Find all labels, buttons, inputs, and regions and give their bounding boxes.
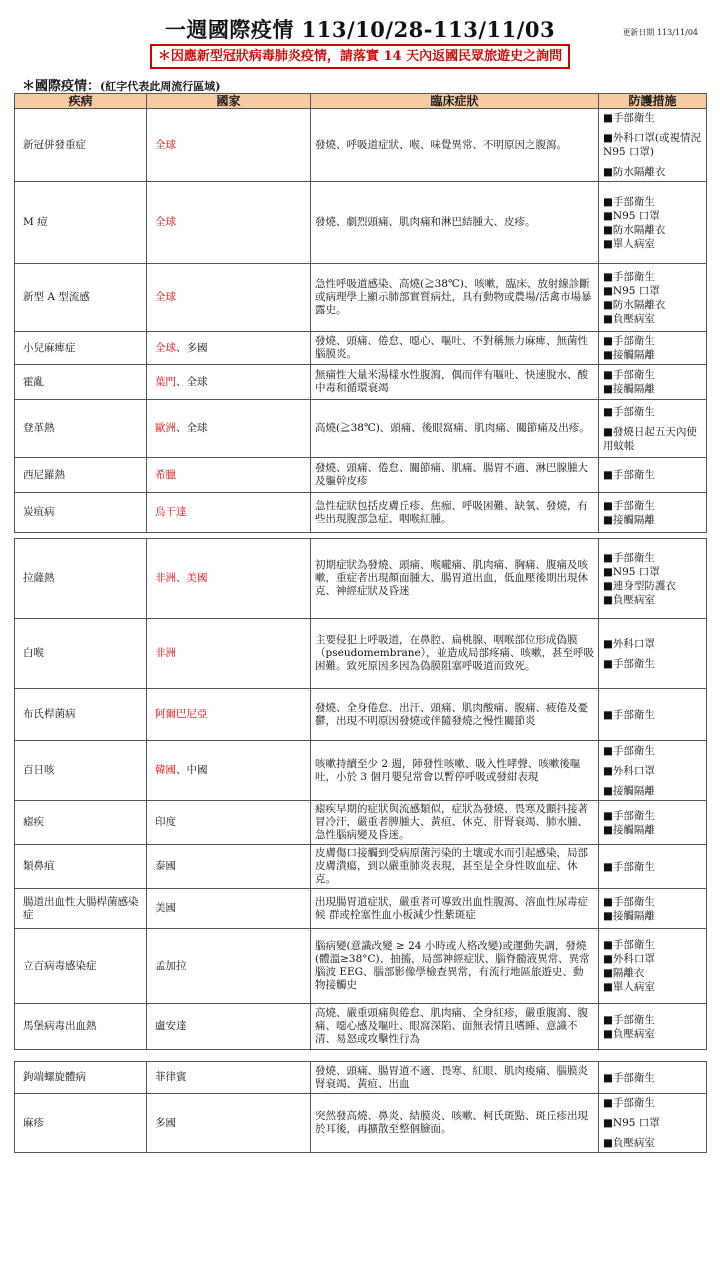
table-row [15, 264, 707, 332]
country-text: 、全球 [176, 422, 208, 434]
symptoms-cell: 咳嗽持續至少 2 週，陣發性咳嗽、吸入性哮聲、咳嗽後嘔吐，小於 3 個月嬰兒常會以暫停呼吸或發紺表現 [311, 741, 599, 801]
protection-item: ■手部衛生 [603, 744, 655, 757]
disease-cell: 鉤端螺旋體病 [15, 1062, 147, 1094]
country-cell [147, 539, 311, 619]
symptoms-cell: 瘧疾早期的症狀與流感類似，症狀為發燒、畏寒及顫抖接著冒冷汗，嚴重者脾腫大、黃疸、休克、肝腎衰竭、肺水腫、急性腦病變及昏迷。 [311, 801, 599, 845]
symptoms-cell: 發燒、劇烈頭痛、肌肉痛和淋巴結腫大、皮疹。 [311, 182, 599, 264]
protection-cell [599, 1094, 707, 1153]
country-cell [147, 741, 311, 801]
protection-item: ■負壓病室 [603, 1137, 655, 1149]
protection-cell [599, 332, 707, 365]
protection-cell [599, 539, 707, 619]
country-text: 阿爾巴尼亞 [155, 708, 208, 720]
protection-cell [599, 619, 707, 689]
protection-item: ■隔離衣 [603, 967, 645, 979]
symptoms-cell: 腦病變(意識改變 ≥ 24 小時或人格改變)或運動失調，發燒(體溫≥38°C)、抽搐，局部神經症狀、腦脊髓液異常、異常腦波 EEG、腦部影像學檢查異常，有流行地區旅遊史、動物接觸史 [311, 929, 599, 1004]
country-text: 全球 [155, 216, 176, 228]
protection-item: ■手部衛生 [603, 195, 655, 208]
country-cell [147, 458, 311, 493]
notice-container [0, 44, 720, 69]
col-header-symptoms: 臨床症狀 [311, 94, 599, 109]
protection-item: ■手部衛生 [603, 895, 655, 908]
protection-cell [599, 365, 707, 400]
protection-item: ■外科口罩 [603, 764, 655, 777]
protection-item: ■N95 口罩 [603, 1117, 660, 1129]
disease-cell: 麻疹 [15, 1094, 147, 1153]
disease-cell: 腸道出血性大腸桿菌感染症 [15, 889, 147, 929]
table-row [15, 619, 707, 689]
table-row [15, 400, 707, 458]
protection-cell [599, 889, 707, 929]
protection-item: ■手部衛生 [603, 405, 655, 418]
notice-banner: ＊因應新型冠狀病毒肺炎疫情，請落實 14 天內返國民眾旅遊史之詢問 [150, 44, 570, 69]
symptoms-cell: 高燒(≧38℃)、頭痛、後眼窩痛、肌肉痛、關節痛及出疹。 [311, 400, 599, 458]
table-row [15, 741, 707, 801]
protection-item: ■接觸隔離 [603, 383, 655, 395]
disease-cell: 馬堡病毒出血熱 [15, 1004, 147, 1050]
disease-cell: 霍亂 [15, 365, 147, 400]
symptoms-cell: 主要侵犯上呼吸道，在鼻腔、扁桃腺、咽喉部位形成偽膜（pseudomembrane），並造成局部疼痛、咳嗽，甚至呼吸困難。致死原因多因為偽膜阻塞呼吸道而致死。 [311, 619, 599, 689]
protection-item: ■防水隔離衣 [603, 298, 666, 311]
table-row [15, 109, 707, 182]
updated-date: 更新日期 113/11/04 [622, 28, 698, 37]
protection-item: ■手部衛生 [603, 369, 655, 381]
table-row [15, 689, 707, 741]
protection-cell [599, 689, 707, 741]
protection-item: ■單人病室 [603, 237, 655, 250]
protection-item: ■接觸隔離 [603, 784, 655, 797]
disease-cell: 白喉 [15, 619, 147, 689]
country-cell [147, 182, 311, 264]
protection-item: ■發燒日起五天內使用蚊帳 [603, 425, 697, 452]
disease-cell: M 痘 [15, 182, 147, 264]
symptoms-cell: 出現腸胃道症狀，嚴重者可導致出血性腹瀉、溶血性尿毒症候 群或栓塞性血小板減少性紫斑症 [311, 889, 599, 929]
protection-cell [599, 929, 707, 1004]
symptoms-cell: 發燒、頭痛、腸胃道不適、畏寒、紅眼、肌肉痠痛、腦膜炎腎衰竭、黃疸、出血 [311, 1062, 599, 1094]
disease-cell: 布氏桿菌病 [15, 689, 147, 741]
protection-cell [599, 109, 707, 182]
table-row [15, 889, 707, 929]
protection-cell [599, 493, 707, 533]
country-cell [147, 264, 311, 332]
disease-cell: 百日咳 [15, 741, 147, 801]
protection-cell [599, 264, 707, 332]
protection-item: ■接觸隔離 [603, 823, 655, 836]
table-row [15, 458, 707, 493]
country-text: 、多國 [176, 341, 208, 354]
country-text: 歐洲 [155, 422, 176, 434]
table-row [15, 1094, 707, 1153]
table-header-row [15, 94, 707, 109]
country-text: 印度 [155, 816, 176, 828]
symptoms-cell: 發燒、頭痛、倦怠、關節痛、肌痛、腸胃不適、淋巴腺腫大及軀幹皮疹 [311, 458, 599, 493]
symptoms-cell: 突然發高燒、鼻炎、結膜炎、咳嗽、柯氏斑點、斑丘疹出現於耳後，再擴散至整個臉面。 [311, 1094, 599, 1153]
protection-item: ■負壓病室 [603, 312, 655, 325]
disease-cell: 瘧疾 [15, 801, 147, 845]
country-text: 全球 [155, 341, 176, 354]
symptoms-cell: 發燒、全身倦怠、出汗、頭痛、肌肉酸痛、腹痛、疲倦及憂鬱，出現不明原因發燒或伴隨發燒之慢性關節炎 [311, 689, 599, 741]
country-cell [147, 400, 311, 458]
country-cell [147, 689, 311, 741]
protection-item: ■手部衛生 [603, 657, 655, 670]
protection-item: ■手部衛生 [603, 939, 655, 951]
disease-cell: 炭疽病 [15, 493, 147, 533]
disease-cell: 立百病毒感染症 [15, 929, 147, 1004]
table-row [15, 801, 707, 845]
disease-cell: 類鼻疽 [15, 845, 147, 889]
country-text: 非洲 [155, 647, 176, 659]
country-cell [147, 619, 311, 689]
country-cell [147, 845, 311, 889]
disease-cell: 西尼羅熱 [15, 458, 147, 493]
protection-item: ■外科口罩(或視情況 N95 口罩) [603, 132, 702, 158]
protection-item: ■N95 口罩 [603, 565, 660, 578]
protection-item: ■手部衛生 [603, 499, 655, 512]
symptoms-cell: 發燒、呼吸道症狀、喉、味覺異常、不明原因之腹瀉。 [311, 109, 599, 182]
protection-item: ■手部衛生 [603, 860, 655, 873]
country-text: 、中國 [176, 764, 208, 776]
disease-cell: 拉薩熱 [15, 539, 147, 619]
country-cell [147, 1062, 311, 1094]
protection-item: ■接觸隔離 [603, 349, 655, 361]
table-row [15, 845, 707, 889]
protection-item: ■外科口罩 [603, 637, 655, 650]
table-row [15, 539, 707, 619]
protection-item: ■手部衛生 [603, 112, 655, 124]
protection-item: ■手部衛生 [603, 1071, 655, 1084]
disease-cell: 小兒麻痺症 [15, 332, 147, 365]
country-text: 全球 [155, 138, 176, 151]
protection-item: ■N95 口罩 [603, 284, 660, 297]
country-text: 盧安達 [155, 1020, 187, 1032]
protection-item: ■手部衛生 [603, 809, 655, 822]
disease-cell: 新冠併發重症 [15, 109, 147, 182]
protection-item: ■外科口罩 [603, 953, 655, 965]
protection-item: ■接觸隔離 [603, 909, 655, 922]
symptoms-cell: 急性呼吸道感染、高燒(≧38℃)、咳嗽，臨床、放射線診斷或病理學上顯示肺部實質病灶，具有動物或農場/活禽市場暴露史。 [311, 264, 599, 332]
country-text: 美國 [155, 902, 176, 914]
protection-item: ■手部衛生 [603, 469, 655, 481]
protection-item: ■手部衛生 [603, 335, 655, 347]
protection-cell [599, 400, 707, 458]
protection-item: ■手部衛生 [603, 270, 655, 283]
protection-cell [599, 1004, 707, 1050]
epidemic-table-2 [14, 538, 707, 1050]
country-text: 、全球 [176, 375, 208, 388]
protection-item: ■手部衛生 [603, 551, 655, 564]
country-text: 非洲、美國 [155, 572, 208, 584]
country-cell [147, 493, 311, 533]
protection-item: ■N95 口罩 [603, 209, 660, 222]
symptoms-cell: 急性症狀包括皮膚丘疹、焦痂、呼吸困難、缺氧、發燒，有些出現腹部急症、咽喉紅腫。 [311, 493, 599, 533]
protection-item: ■防水隔離衣 [603, 223, 666, 236]
table-row [15, 332, 707, 365]
col-header-country: 國家 [147, 94, 311, 109]
table-row [15, 493, 707, 533]
symptoms-cell: 發燒、頭痛、倦怠、噁心、嘔吐、不對稱無力麻痺、無菌性腦膜炎。 [311, 332, 599, 365]
table-row [15, 1062, 707, 1094]
epidemic-table-1 [14, 93, 707, 533]
country-text: 葉門 [155, 375, 176, 388]
country-cell [147, 1094, 311, 1153]
country-text: 孟加拉 [155, 959, 187, 972]
disease-cell: 登革熱 [15, 400, 147, 458]
country-text: 韓國 [155, 764, 176, 776]
protection-item: ■負壓病室 [603, 593, 655, 606]
disease-cell: 新型 A 型流感 [15, 264, 147, 332]
symptoms-cell: 初期症狀為發燒、頭痛、喉嚨痛、肌肉痛、胸痛、腹痛及咳嗽，重症者出現顏面腫大、腸胃道出血，低血壓後期出現休克、神經症狀及昏迷 [311, 539, 599, 619]
country-cell [147, 801, 311, 845]
protection-item: ■手部衛生 [603, 1013, 655, 1026]
country-cell [147, 109, 311, 182]
country-text: 烏干達 [155, 506, 187, 518]
table-row [15, 1004, 707, 1050]
country-cell [147, 929, 311, 1004]
symptoms-cell: 皮膚傷口接觸到受病原菌污染的土壤或水而引起感染，局部皮膚潰瘍，到以嚴重肺炎表現，甚至是全身性敗血症、休克。 [311, 845, 599, 889]
section-heading [22, 75, 220, 94]
protection-cell [599, 1062, 707, 1094]
protection-item: ■防水隔離衣 [603, 166, 666, 178]
protection-item: ■單人病室 [603, 981, 655, 993]
protection-item: ■接觸隔離 [603, 513, 655, 526]
table-row [15, 365, 707, 400]
country-cell [147, 1004, 311, 1050]
protection-cell [599, 182, 707, 264]
symptoms-cell: 高燒、嚴重頭痛與倦怠、肌肉痛、全身紅疹，嚴重腹瀉、腹痛、噁心感及嘔吐、眼窩深陷、面無表情且嗜睡、意識不清、易怒或攻擊性行為 [311, 1004, 599, 1050]
protection-cell [599, 801, 707, 845]
protection-item: ■手部衛生 [603, 708, 655, 721]
section-note: (紅字代表此周流行區域) [100, 80, 221, 93]
country-text: 全球 [155, 291, 176, 303]
symptoms-cell: 無痛性大量米湯樣水性腹瀉，偶而伴有嘔吐、快速脫水、酸中毒和循環衰竭 [311, 365, 599, 400]
protection-cell [599, 741, 707, 801]
protection-item: ■負壓病室 [603, 1027, 655, 1040]
table-row [15, 929, 707, 1004]
country-cell [147, 332, 311, 365]
section-title: ＊國際疫情： [22, 79, 101, 94]
country-text: 多國 [155, 1116, 176, 1129]
col-header-disease: 疾病 [15, 94, 147, 109]
country-text: 菲律賓 [155, 1071, 187, 1083]
epidemic-table-3 [14, 1061, 707, 1153]
country-cell [147, 365, 311, 400]
protection-item: ■手部衛生 [603, 1097, 655, 1109]
protection-cell [599, 458, 707, 493]
col-header-protection: 防護措施 [599, 94, 707, 109]
country-text: 希臘 [155, 468, 176, 481]
page-title: 一週國際疫情 113/10/28-113/11/03 [164, 17, 556, 42]
table-row [15, 182, 707, 264]
protection-cell [599, 845, 707, 889]
country-text: 泰國 [155, 860, 176, 872]
protection-item: ■連身型防護衣 [603, 579, 676, 592]
country-cell [147, 889, 311, 929]
